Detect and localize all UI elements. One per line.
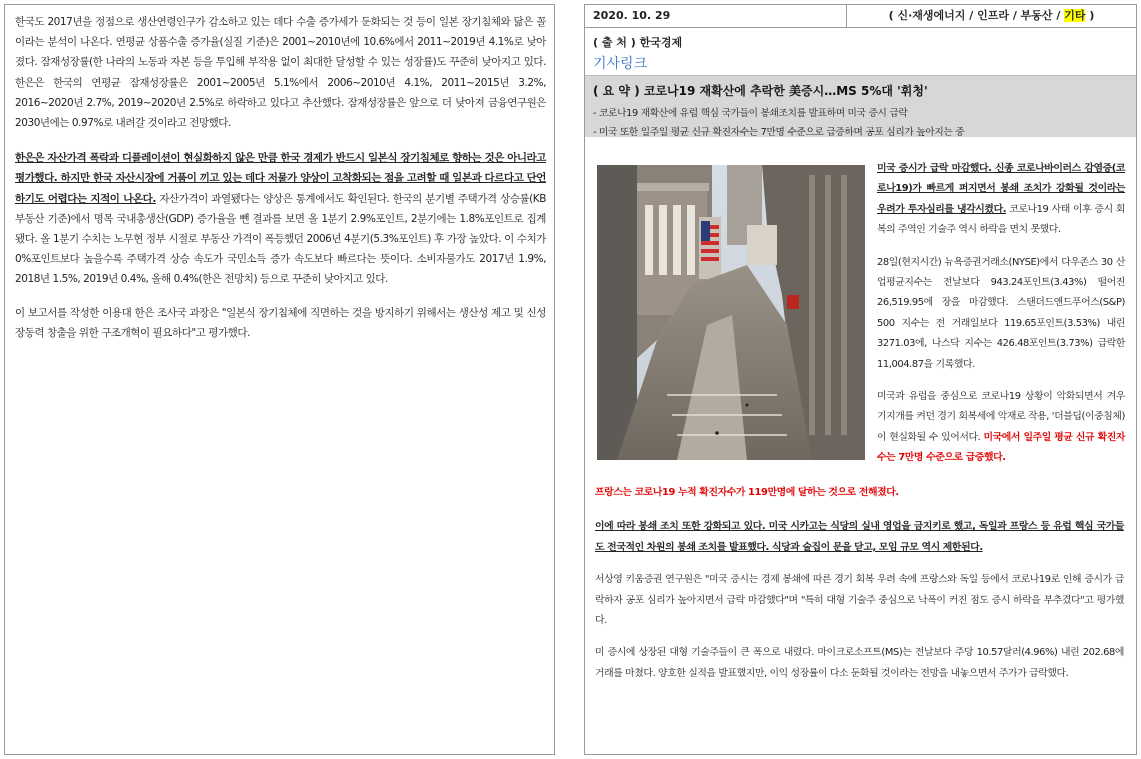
wall-street-photo-illustration bbox=[597, 165, 865, 460]
summary-item: - 코로나19 재확산에 유럽 핵심 국가들이 봉쇄조치를 발표하며 미국 증시 급락 bbox=[593, 108, 908, 119]
article-link[interactable]: 기사링크 bbox=[593, 56, 648, 72]
article-date: 2020. 10. 29 bbox=[585, 5, 847, 27]
left-paragraph-3: 이 보고서를 작성한 이용대 한은 조사국 과장은 "일본식 장기침체에 직면하는 것을 방지하기 위해서는 생산성 제고 및 신성장동력 창출을 위한 구조개혁이 필요하다"고 평가했다. bbox=[15, 306, 546, 339]
category-suffix: ) bbox=[1085, 9, 1095, 22]
right-paragraph-1-rest: 코로나19 사태 이후 증시 회복의 주역인 기술주 역시 하락을 면치 못했다. bbox=[877, 203, 1125, 236]
right-paragraph-3 bbox=[877, 387, 1125, 469]
right-paragraph-5: 서상영 키움증권 연구원은 "미국 증시는 경제 봉쇄에 따른 경기 회복 우려 속에 프랑스와 독일 등에서 코로나19로 인해 증시가 급락하자 공포 심리가 높아지면서 급락 마감했다"며 "특히 대형 기술주 중심으로 낙폭이 커진 점도 증시 하락을 부추겼다"고 평가했다. bbox=[595, 574, 1124, 627]
summary-title: ( 요 약 ) 코로나19 재확산에 추락한 美증시…MS 5%대 '휘청' bbox=[593, 84, 928, 98]
right-paragraph-3-normal: 미국과 유럽을 중심으로 코로나19 상황이 악화되면서 겨우 기지개를 켜던 경기 회복세에 악재로 작용, '더블딥(이중침체)이 현실화될 수 있어서다. bbox=[877, 391, 1125, 443]
right-paragraph-3-red-cont: 프랑스는 코로나19 누적 확진자수가 119만명에 달하는 것으로 전해졌다. bbox=[595, 487, 899, 498]
wall-street-photo bbox=[597, 165, 865, 460]
right-paragraph-2: 28일(현지시간) 뉴욕증권거래소(NYSE)에서 다우존스 30 산업평균지수는 전날보다 943.24포인트(3.43%) 떨어진 26,519.95에 장을 마감했다. 스탠더드앤드푸어스(S&P) 500 지수는 전 거래일보다 119.65포인트(3.53%) 내린 3271.03에, 나스닥 지수는 426.48포인트(3.73%) 급락한 11,004.87을 기록했다. bbox=[877, 256, 1125, 370]
left-article-panel bbox=[4, 4, 555, 755]
summary-box bbox=[585, 75, 1136, 137]
right-paragraph-1-bold: 미국 증시가 급락 마감했다. 신종 코로나바이러스 감염증(코로나19)가 빠르게 퍼지면서 봉쇄 조치가 강화될 것이라는 우려가 투자심리를 냉각시켰다. bbox=[877, 163, 1125, 215]
left-paragraph-2 bbox=[5, 148, 554, 289]
article-source: ( 출 처 ) 한국경제 bbox=[593, 36, 683, 49]
summary-item: - 미국 또한 일주일 평균 신규 확진자수는 7만명 수준으로 급증하며 공포 심리가 높아지는 중 bbox=[593, 127, 965, 138]
category-prefix: ( 신·재생에너지 / 인프라 / 부동산 / bbox=[888, 9, 1065, 22]
category-highlighted: 기타 bbox=[1064, 9, 1086, 22]
right-paragraph-6: 미 증시에 상장된 대형 기술주들이 큰 폭으로 내렸다. 마이크로소프트(MS)는 전날보다 주당 10.57달러(4.96%) 내린 202.68에 거래를 마쳤다. 양호한 실적을 발표했지만, 이익 성장률이 다소 둔화될 것이라는 전망을 내놓으면서 주가가 급락했다. bbox=[595, 647, 1124, 679]
right-paragraph-3-red: 미국에서 일주일 평균 신규 확진자수는 7만명 수준으로 급증했다. bbox=[877, 431, 1126, 464]
right-paragraph-3-continued bbox=[585, 483, 1136, 503]
left-paragraph-1: 한국도 2017년을 정점으로 생산연령인구가 감소하고 있는 데다 수출 증가세가 둔화되는 것 등이 일본 장기침체와 닮은 꼴이라는 분석이 나온다. 연평균 상품수출 증가율(실질 기준)은 2001~2010년에 10.6%에서 2011~2019년 4.1%로 낮아졌다. 잠재성장률(한 나라의 노동과 자본 등을 투입해 부작용 없이 최대한 달성할 수 있는 성장률)도 꾸준히 낮아지고 있다. 한은은 한국의 연평균 잠재성장률은 2001~2005년 5.1%에서 2006~2010년 4.1%, 2011~2015년 3.2%, 2016~2020년 2.7%, 2019~2020년 2.5%로 하락하고 있다고 추산했다. 잠재성장률은 앞으로 더 낮아져 금융연구원은 2030년에는 0.97%로 내려갈 것이라고 전망했다. bbox=[15, 16, 546, 130]
right-paragraph-4 bbox=[585, 517, 1136, 558]
category-list bbox=[847, 5, 1136, 27]
right-paragraph-1 bbox=[877, 159, 1125, 241]
article-header bbox=[585, 5, 1136, 28]
left-paragraph-2-rest: 자산가격이 과열됐다는 양상은 통계에서도 확인된다. 한국의 분기별 주택가격 상승률(KB부동산 기준)에서 명목 국내총생산(GDP) 증가율을 뺀 결과를 보면 올 1분기 2.9%포인트, 2분기에는 1.8%포인트로 집계됐다. 올 1분기 수치는 노무현 정부 시절로 부동산 가격이 폭등했던 2006년 4분기(5.3%포인트) 후 가장 높았다. 이 수치가 0%포인트보다 높을수록 주택가격 상승 속도가 국민소득 증가 속도보다 빠르다는 뜻이다. 소비자물가도 2017년 1.9%, 2018년 1.5%, 2019년 0.4%, 올해 0.4%(한은 전망치) 등으로 꾸준히 낮아지고 있다. bbox=[15, 192, 547, 286]
left-paragraph-2-bold: 한은은 자산가격 폭락과 디플레이션이 현실화하지 않은 만큼 한국 경제가 반드시 일본식 장기침체로 향하는 것은 아니라고 평가했다. 하지만 한국 자산시장에 거품이 끼고 있는 데다 저물가 양상이 고착화되는 점을 고려할 때 일본과 다르다고 단언하기도 어렵다는 지적이 나온다. bbox=[15, 152, 546, 205]
text-beside-photo bbox=[877, 159, 1125, 469]
full-width-text bbox=[585, 483, 1136, 684]
right-paragraph-4-bold: 이에 따라 봉쇄 조치 또한 강화되고 있다. 미국 시카고는 식당의 실내 영업을 금지키로 했고, 독일과 프랑스 등 유럽 핵심 국가들도 전국적인 차원의 봉쇄 조치를 발표했다. 식당과 술집이 문을 닫고, 모임 규모 역시 제한된다. bbox=[595, 521, 1124, 553]
right-article-panel bbox=[584, 4, 1137, 755]
